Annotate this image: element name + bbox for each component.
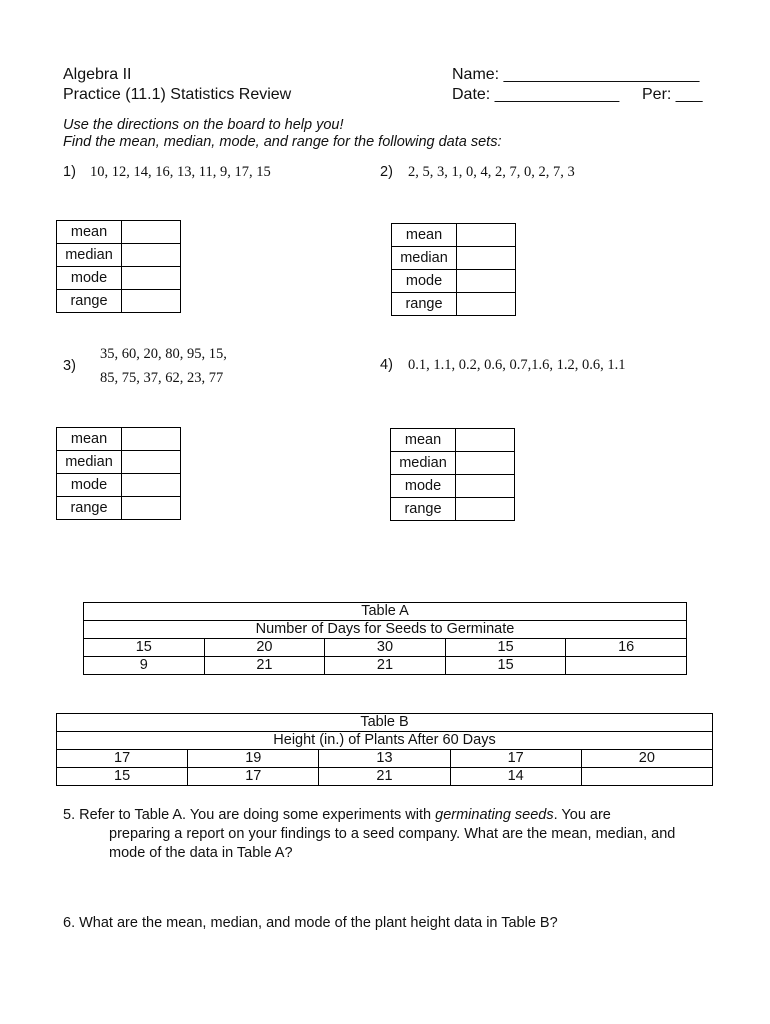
- table-row: [84, 657, 687, 675]
- stat-table-4: [390, 428, 515, 521]
- table-cell: 21: [204, 657, 325, 675]
- mean-label: mean: [57, 428, 122, 451]
- question-5-line-1: [63, 806, 611, 825]
- directions-line-1: Use the directions on the board to help you!: [63, 117, 344, 133]
- mode-answer-cell[interactable]: [122, 267, 181, 290]
- table-cell: 14: [450, 768, 581, 786]
- question-5-prefix: 5. Refer to Table A. You are doing some experiments with: [63, 807, 436, 823]
- date-field[interactable]: Date: ______________: [452, 86, 620, 103]
- question-5-line-3: mode of the data in Table A?: [109, 845, 293, 861]
- table-cell: 20: [581, 750, 712, 768]
- stat-table-1: [56, 220, 181, 313]
- mode-answer-cell[interactable]: [457, 270, 516, 293]
- median-answer-cell[interactable]: [457, 247, 516, 270]
- problem-3-data-line-1: 35, 60, 20, 80, 95, 15,: [100, 346, 227, 362]
- table-cell: 15: [445, 639, 566, 657]
- mean-answer-cell[interactable]: [457, 224, 516, 247]
- table-a-title: Table A: [84, 603, 687, 621]
- range-answer-cell[interactable]: [456, 498, 515, 521]
- mode-label: mode: [391, 475, 456, 498]
- median-answer-cell[interactable]: [122, 451, 181, 474]
- table-cell: 17: [450, 750, 581, 768]
- problem-3-data-line-2: 85, 75, 37, 62, 23, 77: [100, 370, 224, 386]
- mode-label: mode: [57, 474, 122, 497]
- question-5-line-2: preparing a report on your findings to a seed company. What are the mean, median, and: [109, 826, 676, 842]
- median-label: median: [392, 247, 457, 270]
- directions-line-2: Find the mean, median, mode, and range for the following data sets:: [63, 134, 502, 150]
- question-5-suffix: . You are: [553, 807, 611, 823]
- table-cell: [581, 768, 712, 786]
- table-cell: 30: [325, 639, 446, 657]
- stat-table-2: [391, 223, 516, 316]
- table-cell: 20: [204, 639, 325, 657]
- range-label: range: [391, 498, 456, 521]
- mean-label: mean: [392, 224, 457, 247]
- table-cell: 15: [84, 639, 205, 657]
- mean-answer-cell[interactable]: [122, 428, 181, 451]
- name-field[interactable]: Name: ______________________: [452, 66, 700, 83]
- question-6-text: 6. What are the mean, median, and mode of the plant height data in Table B?: [63, 915, 558, 931]
- table-row: [57, 768, 713, 786]
- question-5-emphasis: germinating seeds: [435, 807, 554, 823]
- range-answer-cell[interactable]: [457, 293, 516, 316]
- median-label: median: [391, 452, 456, 475]
- mode-answer-cell[interactable]: [122, 474, 181, 497]
- table-b-subtitle: Height (in.) of Plants After 60 Days: [57, 732, 713, 750]
- problem-2-data: 2, 5, 3, 1, 0, 4, 2, 7, 0, 2, 7, 3: [408, 164, 575, 180]
- table-cell: 17: [188, 768, 319, 786]
- table-b: [56, 713, 713, 786]
- table-row: [57, 750, 713, 768]
- range-label: range: [392, 293, 457, 316]
- table-cell: 21: [325, 657, 446, 675]
- table-cell: 15: [445, 657, 566, 675]
- mean-answer-cell[interactable]: [122, 221, 181, 244]
- problem-3-number: 3): [63, 358, 76, 374]
- table-cell: 19: [188, 750, 319, 768]
- table-row: [84, 639, 687, 657]
- table-cell: 21: [319, 768, 450, 786]
- mode-label: mode: [392, 270, 457, 293]
- table-b-title: Table B: [57, 714, 713, 732]
- practice-title: Practice (11.1) Statistics Review: [63, 86, 292, 103]
- problem-4-number: 4): [380, 357, 393, 373]
- range-label: range: [57, 290, 122, 313]
- mean-label: mean: [391, 429, 456, 452]
- table-cell: 13: [319, 750, 450, 768]
- problem-1-number: 1): [63, 164, 76, 180]
- table-cell: 17: [57, 750, 188, 768]
- mean-label: mean: [57, 221, 122, 244]
- period-field[interactable]: Per: ___: [642, 86, 703, 103]
- median-label: median: [57, 244, 122, 267]
- problem-1-data: 10, 12, 14, 16, 13, 11, 9, 17, 15: [90, 164, 271, 180]
- mean-answer-cell[interactable]: [456, 429, 515, 452]
- mode-label: mode: [57, 267, 122, 290]
- range-label: range: [57, 497, 122, 520]
- median-label: median: [57, 451, 122, 474]
- range-answer-cell[interactable]: [122, 497, 181, 520]
- table-cell: 16: [566, 639, 687, 657]
- course-title: Algebra II: [63, 66, 132, 83]
- table-a-subtitle: Number of Days for Seeds to Germinate: [84, 621, 687, 639]
- table-a: [83, 602, 687, 675]
- table-cell: 15: [57, 768, 188, 786]
- median-answer-cell[interactable]: [122, 244, 181, 267]
- problem-4-data: 0.1, 1.1, 0.2, 0.6, 0.7,1.6, 1.2, 0.6, 1.1: [408, 357, 626, 373]
- table-cell: [566, 657, 687, 675]
- table-cell: 9: [84, 657, 205, 675]
- mode-answer-cell[interactable]: [456, 475, 515, 498]
- stat-table-3: [56, 427, 181, 520]
- range-answer-cell[interactable]: [122, 290, 181, 313]
- problem-2-number: 2): [380, 164, 393, 180]
- median-answer-cell[interactable]: [456, 452, 515, 475]
